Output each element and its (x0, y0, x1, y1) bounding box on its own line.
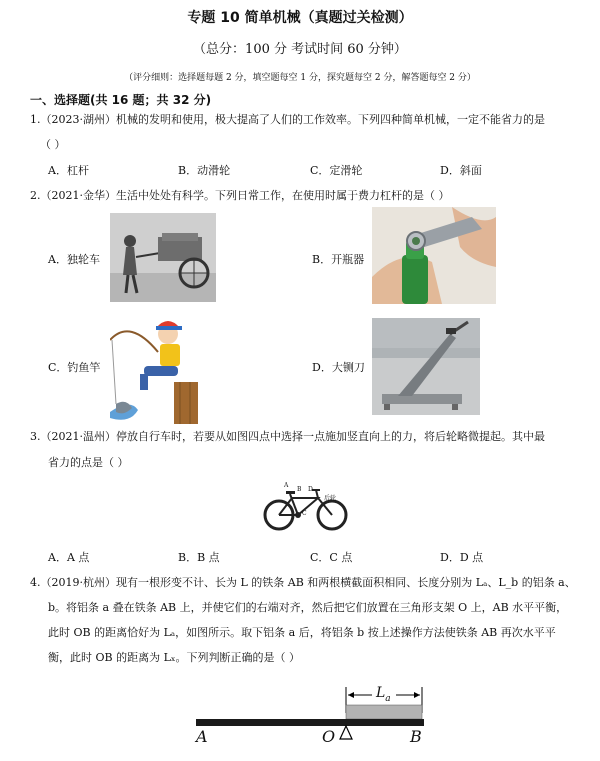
page-title: 专题 10 简单机械（真题过关检测） (187, 10, 413, 26)
q2-option-c: C．钓鱼竿 (48, 361, 101, 374)
bicycle-diagram (262, 482, 352, 532)
question-4-text-line4: 衡，此时 OB 的距离为 Lₓ。下列判断正确的是（ ） (48, 651, 301, 664)
q1-option-b: B．动滑轮 (178, 164, 231, 177)
lever-label-la: L (376, 685, 386, 701)
bike-label-b: B (297, 486, 302, 493)
q3-option-c: C．C 点 (310, 551, 353, 564)
scoring-note: （评分细则：选择题每题 2 分，填空题每空 1 分，探究题每空 2 分，解答题每空 2 分） (124, 73, 476, 83)
lever-label-la-sub: a (385, 693, 391, 704)
bottle-opener-image (372, 207, 496, 304)
lever-label-a: A (196, 727, 208, 746)
question-4-text-line1: 4.（2019·杭州）现有一根形变不计、长为 L 的铁条 AB 和两根横截面积相同、长度分别为 Lₐ、L_b 的铝条 a、 (30, 576, 576, 589)
question-4-text-line3: 此时 OB 的距离恰好为 Lₐ，如图所示。取下铝条 a 后，将铝条 b 按上述操作方法使铁条 AB 再次水平平 (48, 626, 556, 639)
q1-option-a: A．杠杆 (48, 164, 89, 177)
bike-label-a: A (284, 482, 289, 489)
q2-option-b: B．开瓶器 (312, 253, 365, 266)
fishing-rod-image (110, 312, 200, 424)
q3-option-a: A．A 点 (48, 551, 90, 564)
lever-label-b: B (410, 727, 422, 746)
q3-option-b: B．B 点 (178, 551, 220, 564)
q2-option-a: A．独轮车 (48, 253, 100, 266)
question-2-text: 2.（2021·金华）生活中处处有科学。下列日常工作，在使用时属于费力杠杆的是（ ） (30, 189, 450, 202)
q1-option-c: C．定滑轮 (310, 164, 363, 177)
question-3-text-cont: 省力的点是（ ） (48, 456, 129, 469)
wheelbarrow-image (110, 213, 216, 302)
question-3-text: 3.（2021·温州）停放自行车时，若要从如图四点中选择一点施加竖直向上的力，将后轮略微提起。其中最 (30, 430, 545, 443)
q1-option-d: D．斜面 (440, 164, 482, 177)
guillotine-cutter-image (372, 318, 480, 415)
lever-label-o: O (322, 727, 336, 746)
q2-option-d: D．大铡刀 (312, 361, 365, 374)
bike-label-d: D (308, 486, 313, 493)
page-subtitle: （总分：100 分 考试时间 60 分钟） (193, 42, 407, 57)
q3-option-d: D．D 点 (440, 551, 484, 564)
question-1-blank: （ ） (40, 138, 66, 151)
bike-label-c: C (302, 510, 307, 517)
lever-diagram (190, 683, 430, 753)
question-4-text-line2: b。将铝条 a 叠在铁条 AB 上，并使它们的右端对齐，然后把它们放置在三角形支架 O 上，AB 水平平衡， (48, 601, 568, 614)
bike-label-rear-wheel: 后轮 (324, 495, 337, 502)
question-1-text: 1.（2023·湖州）机械的发明和使用，极大提高了人们的工作效率。下列四种简单机械，一定不能省力的是 (30, 113, 545, 126)
section-heading: 一、选择题(共 16 题；共 32 分) (30, 93, 212, 107)
